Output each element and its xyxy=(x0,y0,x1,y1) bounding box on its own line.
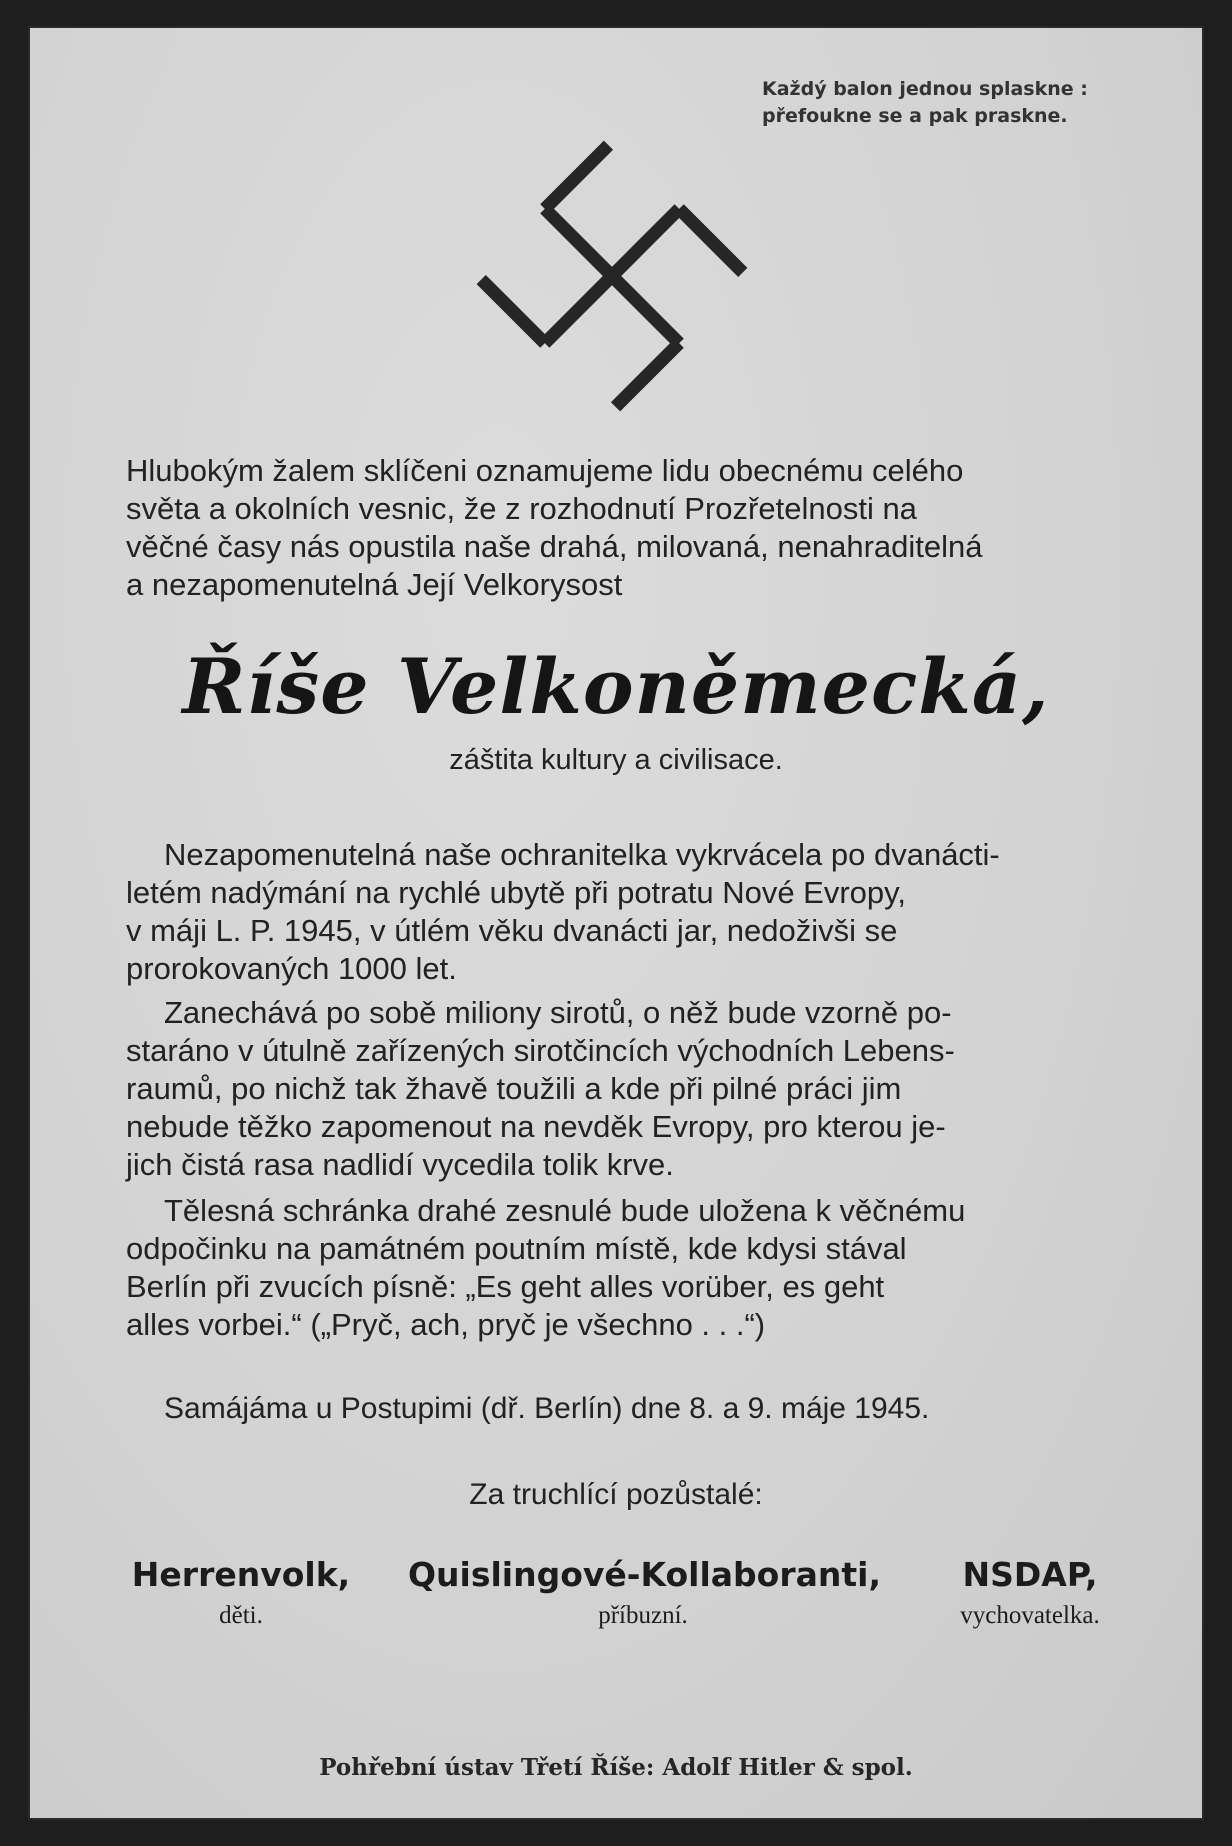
obituary-sheet xyxy=(30,28,1202,1818)
deceased-name: Říše Velkoněmecká, xyxy=(182,642,1050,731)
swastika-icon xyxy=(462,126,762,426)
text-line: Nezapomenutelná naše ochranitelka vykrvácela po dvanácti- xyxy=(164,837,1000,872)
text-line: raumů, po nichž tak žhavě toužili a kde při pilné práci jim xyxy=(126,1071,902,1106)
text-line: staráno v útulně zařízených sirotčincích východních Lebens- xyxy=(126,1033,955,1068)
text-line: v máji L. P. 1945, v útlém věku dvanácti jar, nedoživši se xyxy=(126,913,898,948)
signatory xyxy=(126,1554,356,1636)
text-line: nebude těžko zapomenout na nevděk Evropy, pro kterou je- xyxy=(126,1109,946,1144)
signatory-relation: děti. xyxy=(219,1602,263,1629)
place-date: Samájáma u Postupimi (dř. Berlín) dne 8. a 9. máje 1945. xyxy=(164,1392,930,1425)
signatory-relation: příbuzní. xyxy=(598,1602,688,1629)
text-line: letém nadýmání na rychlé ubytě při potratu Nové Evropy, xyxy=(126,875,906,910)
motto-line: Každý balon jednou splaskne : xyxy=(762,78,1088,100)
motto-line: přefoukne se a pak praskne. xyxy=(762,105,1068,127)
mourners-heading: Za truchlící pozůstalé: xyxy=(469,1478,763,1511)
text-line: světa a okolních vesnic, že z rozhodnutí Prozřetelnosti na xyxy=(126,491,917,526)
signatory-name: Herrenvolk, xyxy=(131,1555,351,1594)
text-line: věčné časy nás opustila naše drahá, milovaná, nenahraditelná xyxy=(126,529,983,564)
death-paragraph xyxy=(126,836,1110,988)
deceased-subtitle: záštita kultury a civilisace. xyxy=(449,744,783,776)
announcement-paragraph xyxy=(126,452,1110,604)
signatory xyxy=(408,1554,882,1636)
text-line: Tělesná schránka drahé zesnulé bude uložena k věčnému xyxy=(164,1193,966,1228)
text-line: prorokovaných 1000 let. xyxy=(126,951,457,986)
funeral-home-footer: Pohřební ústav Třetí Říše: Adolf Hitler & spol. xyxy=(319,1754,913,1781)
text-line: odpočinku na památném poutním místě, kde kdysi stával xyxy=(126,1231,907,1266)
text-line: Zanechává po sobě miliony sirotů, o něž bude vzorně po- xyxy=(164,995,952,1030)
text-line: Hlubokým žalem sklíčeni oznamujeme lidu obecnému celého xyxy=(126,453,964,488)
burial-paragraph xyxy=(126,1192,1110,1344)
text-line: a nezapomenutelná Její Velkorysost xyxy=(126,567,623,602)
signatory xyxy=(910,1554,1150,1636)
signatory-relation: vychovatelka. xyxy=(960,1602,1100,1629)
text-line: Berlín při zvucích písně: „Es geht alles vorüber, es geht xyxy=(126,1269,885,1304)
motto xyxy=(762,76,1162,130)
signatory-name: NSDAP, xyxy=(962,1555,1098,1594)
signatory-name: Quislingové-Kollaboranti, xyxy=(408,1555,882,1594)
text-line: jich čistá rasa nadlidí vycedila tolik krve. xyxy=(126,1147,674,1182)
text-line: alles vorbei.“ („Pryč, ach, pryč je všechno . . .“) xyxy=(126,1307,766,1342)
orphans-paragraph xyxy=(126,994,1110,1184)
